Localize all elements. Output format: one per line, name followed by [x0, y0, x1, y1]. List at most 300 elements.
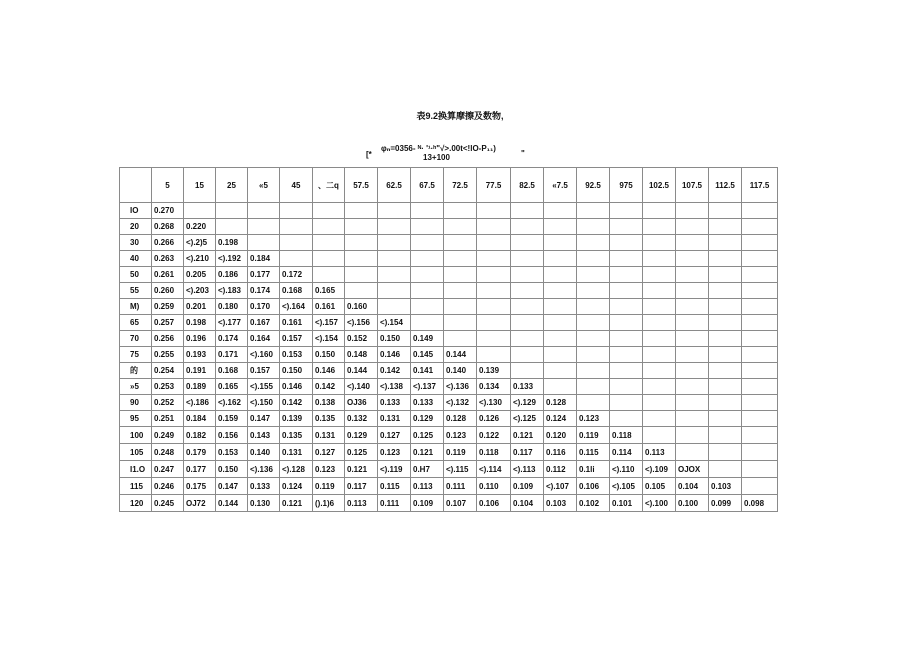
table-cell: <).162 [216, 395, 248, 411]
table-cell: 0.118 [610, 427, 643, 444]
table-cell: 0.257 [152, 315, 184, 331]
table-row [120, 267, 778, 283]
table-cell [610, 203, 643, 219]
table-cell: 0.145 [411, 347, 444, 363]
table-cell [643, 427, 676, 444]
table-cell: 0.165 [313, 283, 345, 299]
table-cell: 0.135 [313, 411, 345, 427]
table-cell: 0.121 [280, 495, 313, 512]
table-cell: 0.149 [411, 331, 444, 347]
table-cell [676, 267, 709, 283]
table-cell [742, 299, 778, 315]
table-cell: 0.112 [544, 461, 577, 478]
table-cell [610, 347, 643, 363]
table-cell: 0.139 [280, 411, 313, 427]
table-cell [216, 219, 248, 235]
table-cell [280, 203, 313, 219]
table-cell: 0.253 [152, 379, 184, 395]
table-cell: 0.110 [477, 478, 511, 495]
table-cell: 0.198 [216, 235, 248, 251]
table-cell [610, 299, 643, 315]
row-header: 90 [120, 395, 152, 411]
table-cell [378, 283, 411, 299]
table-cell: 0.177 [184, 461, 216, 478]
table-cell [511, 251, 544, 267]
table-cell: 0.170 [248, 299, 280, 315]
table-cell [378, 251, 411, 267]
table-cell: 0.260 [152, 283, 184, 299]
table-cell [544, 267, 577, 283]
table-cell: 0.263 [152, 251, 184, 267]
table-row [120, 411, 778, 427]
table-cell: 0.123 [378, 444, 411, 461]
table-cell [643, 347, 676, 363]
table-cell [248, 203, 280, 219]
table-cell: <).156 [345, 315, 378, 331]
table-cell: OJ72 [184, 495, 216, 512]
table-cell: 0.101 [610, 495, 643, 512]
table-cell: 0.124 [544, 411, 577, 427]
table-cell: 0.132 [345, 411, 378, 427]
table-cell [709, 363, 742, 379]
table-cell: 0.249 [152, 427, 184, 444]
table-cell [444, 219, 477, 235]
table-cell [643, 411, 676, 427]
table-cell: 0.161 [280, 315, 313, 331]
table-cell: 0.245 [152, 495, 184, 512]
table-cell [477, 347, 511, 363]
header-row [120, 168, 778, 203]
table-cell [411, 235, 444, 251]
table-cell: 0.122 [477, 427, 511, 444]
row-header: M) [120, 299, 152, 315]
table-cell [345, 251, 378, 267]
table-cell [643, 283, 676, 299]
table-cell: <).192 [216, 251, 248, 267]
table-cell: 0.147 [216, 478, 248, 495]
table-cell: 0.129 [411, 411, 444, 427]
table-cell [313, 251, 345, 267]
column-header: 77.5 [477, 168, 511, 203]
table-cell [676, 331, 709, 347]
table-cell [742, 203, 778, 219]
table-cell: <).138 [378, 379, 411, 395]
table-cell: <).110 [610, 461, 643, 478]
row-header: 95 [120, 411, 152, 427]
table-cell: 0.1li [577, 461, 610, 478]
table-cell: 0.127 [313, 444, 345, 461]
column-header: «7.5 [544, 168, 577, 203]
table-cell [709, 251, 742, 267]
row-header: 75 [120, 347, 152, 363]
table-cell [345, 267, 378, 283]
table-cell: 0.255 [152, 347, 184, 363]
table-cell: 0.106 [477, 495, 511, 512]
table-cell: 0.123 [444, 427, 477, 444]
table-cell: <).154 [378, 315, 411, 331]
table-cell: <).140 [345, 379, 378, 395]
table-cell: 0.196 [184, 331, 216, 347]
table-cell: 0.133 [248, 478, 280, 495]
table-cell: 0.201 [184, 299, 216, 315]
column-header: 45 [280, 168, 313, 203]
table-cell: 0.144 [216, 495, 248, 512]
table-cell [643, 299, 676, 315]
table-cell [378, 267, 411, 283]
table-cell [610, 411, 643, 427]
table-cell: OJ36 [345, 395, 378, 411]
table-cell [610, 235, 643, 251]
row-header: 120 [120, 495, 152, 512]
column-header: 102.5 [643, 168, 676, 203]
table-cell: 0.144 [345, 363, 378, 379]
table-cell: 0.109 [511, 478, 544, 495]
table-cell [610, 395, 643, 411]
table-cell [577, 219, 610, 235]
table-cell [709, 235, 742, 251]
table-cell [544, 299, 577, 315]
table-cell: 0.H7 [411, 461, 444, 478]
table-cell [610, 315, 643, 331]
table-cell: 0.131 [280, 444, 313, 461]
table-cell: 0.131 [313, 427, 345, 444]
table-cell [676, 203, 709, 219]
table-cell: 0.248 [152, 444, 184, 461]
table-cell: 0.099 [709, 495, 742, 512]
table-cell: <).160 [248, 347, 280, 363]
table-cell: <).132 [444, 395, 477, 411]
table-cell [676, 444, 709, 461]
table-cell [643, 251, 676, 267]
formula-denominator: 13+100 [423, 153, 450, 162]
table-cell [411, 315, 444, 331]
table-cell: 0.140 [444, 363, 477, 379]
row-header: 70 [120, 331, 152, 347]
table-cell [709, 395, 742, 411]
table-cell [544, 379, 577, 395]
table-cell [577, 379, 610, 395]
table-cell: <).100 [643, 495, 676, 512]
table-cell: 0.177 [248, 267, 280, 283]
table-cell: 0.116 [544, 444, 577, 461]
column-header: 5 [152, 168, 184, 203]
table-cell: <).154 [313, 331, 345, 347]
table-cell [709, 219, 742, 235]
table-cell [709, 427, 742, 444]
table-cell [248, 219, 280, 235]
table-cell [643, 219, 676, 235]
table-cell [676, 299, 709, 315]
table-cell: <).119 [378, 461, 411, 478]
table-cell: 0.146 [378, 347, 411, 363]
table-row [120, 347, 778, 363]
column-header: 、二q [313, 168, 345, 203]
formula [366, 144, 566, 166]
column-header: 57.5 [345, 168, 378, 203]
table-cell: 0.259 [152, 299, 184, 315]
column-header: 117.5 [742, 168, 778, 203]
table-cell: 0.175 [184, 478, 216, 495]
table-cell [544, 363, 577, 379]
table-cell: 0.174 [248, 283, 280, 299]
table-cell [742, 411, 778, 427]
table-cell: 0.193 [184, 347, 216, 363]
row-header: 的 [120, 363, 152, 379]
table-cell [742, 395, 778, 411]
table-cell [544, 235, 577, 251]
table-cell [511, 235, 544, 251]
table-cell: 0.153 [216, 444, 248, 461]
table-cell: 0.184 [248, 251, 280, 267]
table-row [120, 235, 778, 251]
table-cell: 0.113 [411, 478, 444, 495]
table-cell: 0.107 [444, 495, 477, 512]
table-cell: 0.189 [184, 379, 216, 395]
table-cell [742, 427, 778, 444]
formula-left-bracket: [* [366, 150, 372, 159]
table-cell: 0.128 [544, 395, 577, 411]
table-cell [444, 267, 477, 283]
table-cell: 0.133 [511, 379, 544, 395]
row-header: 100 [120, 427, 152, 444]
table-cell [313, 235, 345, 251]
table-cell [444, 251, 477, 267]
table-cell [544, 315, 577, 331]
table-row [120, 478, 778, 495]
table-cell: <).136 [444, 379, 477, 395]
table-cell [709, 347, 742, 363]
table-cell: 0.144 [444, 347, 477, 363]
table-cell [511, 331, 544, 347]
table-cell: ().1)6 [313, 495, 345, 512]
table-cell: <).115 [444, 461, 477, 478]
table-cell: 0.121 [411, 444, 444, 461]
table-cell: 0.133 [411, 395, 444, 411]
table-cell: 0.220 [184, 219, 216, 235]
row-header: 55 [120, 283, 152, 299]
table-cell: 0.179 [184, 444, 216, 461]
table-cell: 0.247 [152, 461, 184, 478]
table-cell [444, 283, 477, 299]
table-cell [444, 299, 477, 315]
table-cell: 0.150 [280, 363, 313, 379]
table-cell: <).157 [313, 315, 345, 331]
table-cell [477, 251, 511, 267]
table-cell [643, 203, 676, 219]
table-cell [544, 283, 577, 299]
table-row [120, 219, 778, 235]
table-cell [378, 219, 411, 235]
table-cell: <).183 [216, 283, 248, 299]
table-cell: 0.131 [378, 411, 411, 427]
table-cell: 0.270 [152, 203, 184, 219]
table-cell [511, 347, 544, 363]
table-cell: 0.123 [577, 411, 610, 427]
table-cell: 0.186 [216, 267, 248, 283]
table-cell: 0.141 [411, 363, 444, 379]
table-cell: 0.160 [345, 299, 378, 315]
table-cell: 0.139 [477, 363, 511, 379]
table-cell [511, 219, 544, 235]
table-cell [643, 395, 676, 411]
table-cell: 0.118 [477, 444, 511, 461]
table-cell [676, 219, 709, 235]
table-cell: 0.182 [184, 427, 216, 444]
table-cell [511, 203, 544, 219]
table-cell [511, 267, 544, 283]
table-cell [544, 251, 577, 267]
table-cell [216, 203, 248, 219]
table-cell [544, 347, 577, 363]
table-cell [676, 283, 709, 299]
table-cell [643, 379, 676, 395]
table-cell: 0.152 [345, 331, 378, 347]
table-cell: 0.146 [313, 363, 345, 379]
table-cell: 0.121 [345, 461, 378, 478]
table-cell: 0.119 [313, 478, 345, 495]
table-cell [643, 363, 676, 379]
column-header: 62.5 [378, 168, 411, 203]
table-cell: 0.129 [345, 427, 378, 444]
table-row [120, 379, 778, 395]
table-cell: 0.130 [248, 495, 280, 512]
table-cell [577, 315, 610, 331]
table-cell [610, 363, 643, 379]
formula-right-mark: " [521, 149, 525, 158]
table-cell: 0.100 [676, 495, 709, 512]
table-cell [280, 219, 313, 235]
table-cell: 0.161 [313, 299, 345, 315]
table-cell [280, 251, 313, 267]
table-cell: 0.150 [216, 461, 248, 478]
table-cell [643, 235, 676, 251]
table-cell [577, 363, 610, 379]
table-cell [577, 331, 610, 347]
table-cell: 0.268 [152, 219, 184, 235]
table-cell: <).136 [248, 461, 280, 478]
table-cell: 0.111 [444, 478, 477, 495]
table-cell [676, 395, 709, 411]
table-cell [477, 267, 511, 283]
table-cell [610, 379, 643, 395]
row-header: 30 [120, 235, 152, 251]
table-cell [577, 283, 610, 299]
table-cell [709, 315, 742, 331]
table-cell [610, 283, 643, 299]
table-cell [676, 363, 709, 379]
table-cell: 0.266 [152, 235, 184, 251]
table-cell: OJOX [676, 461, 709, 478]
table-cell: 0.102 [577, 495, 610, 512]
table-cell: 0.135 [280, 427, 313, 444]
table-cell: <).210 [184, 251, 216, 267]
table-cell: 0.106 [577, 478, 610, 495]
table-cell: 0.146 [280, 379, 313, 395]
table-row [120, 395, 778, 411]
table-cell [742, 251, 778, 267]
table-cell: <).107 [544, 478, 577, 495]
table-cell: <).130 [477, 395, 511, 411]
table-cell: 0.157 [280, 331, 313, 347]
table-cell: 0.168 [280, 283, 313, 299]
table-cell [742, 363, 778, 379]
table-cell: 0.156 [216, 427, 248, 444]
corner-header [120, 168, 152, 203]
table-cell [742, 444, 778, 461]
table-cell [511, 363, 544, 379]
table-cell [477, 203, 511, 219]
table-cell: 0.124 [280, 478, 313, 495]
table-cell [477, 219, 511, 235]
table-cell: <).203 [184, 283, 216, 299]
column-header: 975 [610, 168, 643, 203]
table-cell [345, 219, 378, 235]
table-cell: 0.111 [378, 495, 411, 512]
table-cell: 0.114 [610, 444, 643, 461]
table-cell [280, 235, 313, 251]
table-cell: 0.117 [345, 478, 378, 495]
table-cell: 0.125 [345, 444, 378, 461]
table-cell: 0.104 [676, 478, 709, 495]
table-cell [676, 347, 709, 363]
table-cell: 0.174 [216, 331, 248, 347]
table-cell: <).150 [248, 395, 280, 411]
table-cell [610, 251, 643, 267]
table-cell [544, 331, 577, 347]
table-cell: 0.119 [577, 427, 610, 444]
table-cell [709, 379, 742, 395]
table-cell: 0.165 [216, 379, 248, 395]
table-cell: 0.159 [216, 411, 248, 427]
table-cell: 0.261 [152, 267, 184, 283]
table-cell [577, 251, 610, 267]
table-cell [709, 331, 742, 347]
table-cell [742, 379, 778, 395]
table-cell [411, 283, 444, 299]
table-cell: 0.134 [477, 379, 511, 395]
table-cell [411, 299, 444, 315]
table-cell: 0.256 [152, 331, 184, 347]
table-cell: <).105 [610, 478, 643, 495]
table-cell [610, 331, 643, 347]
table-row [120, 315, 778, 331]
table-cell [742, 315, 778, 331]
column-header: 107.5 [676, 168, 709, 203]
table-cell: 0.171 [216, 347, 248, 363]
row-header: 105 [120, 444, 152, 461]
table-cell: 0.143 [248, 427, 280, 444]
column-header: 92.5 [577, 168, 610, 203]
table-cell [742, 478, 778, 495]
table-cell [577, 299, 610, 315]
table-cell: 0.150 [313, 347, 345, 363]
table-cell: <).114 [477, 461, 511, 478]
table-cell: <).125 [511, 411, 544, 427]
friction-coefficient-table [119, 167, 778, 512]
table-cell: 0.105 [643, 478, 676, 495]
table-cell [248, 235, 280, 251]
table-cell [742, 219, 778, 235]
table-cell [184, 203, 216, 219]
table-cell: 0.172 [280, 267, 313, 283]
table-cell: 0.109 [411, 495, 444, 512]
table-cell [313, 203, 345, 219]
table-row [120, 363, 778, 379]
table-cell [511, 283, 544, 299]
table-cell: <).164 [280, 299, 313, 315]
table-cell: 0.128 [444, 411, 477, 427]
table-cell [378, 235, 411, 251]
